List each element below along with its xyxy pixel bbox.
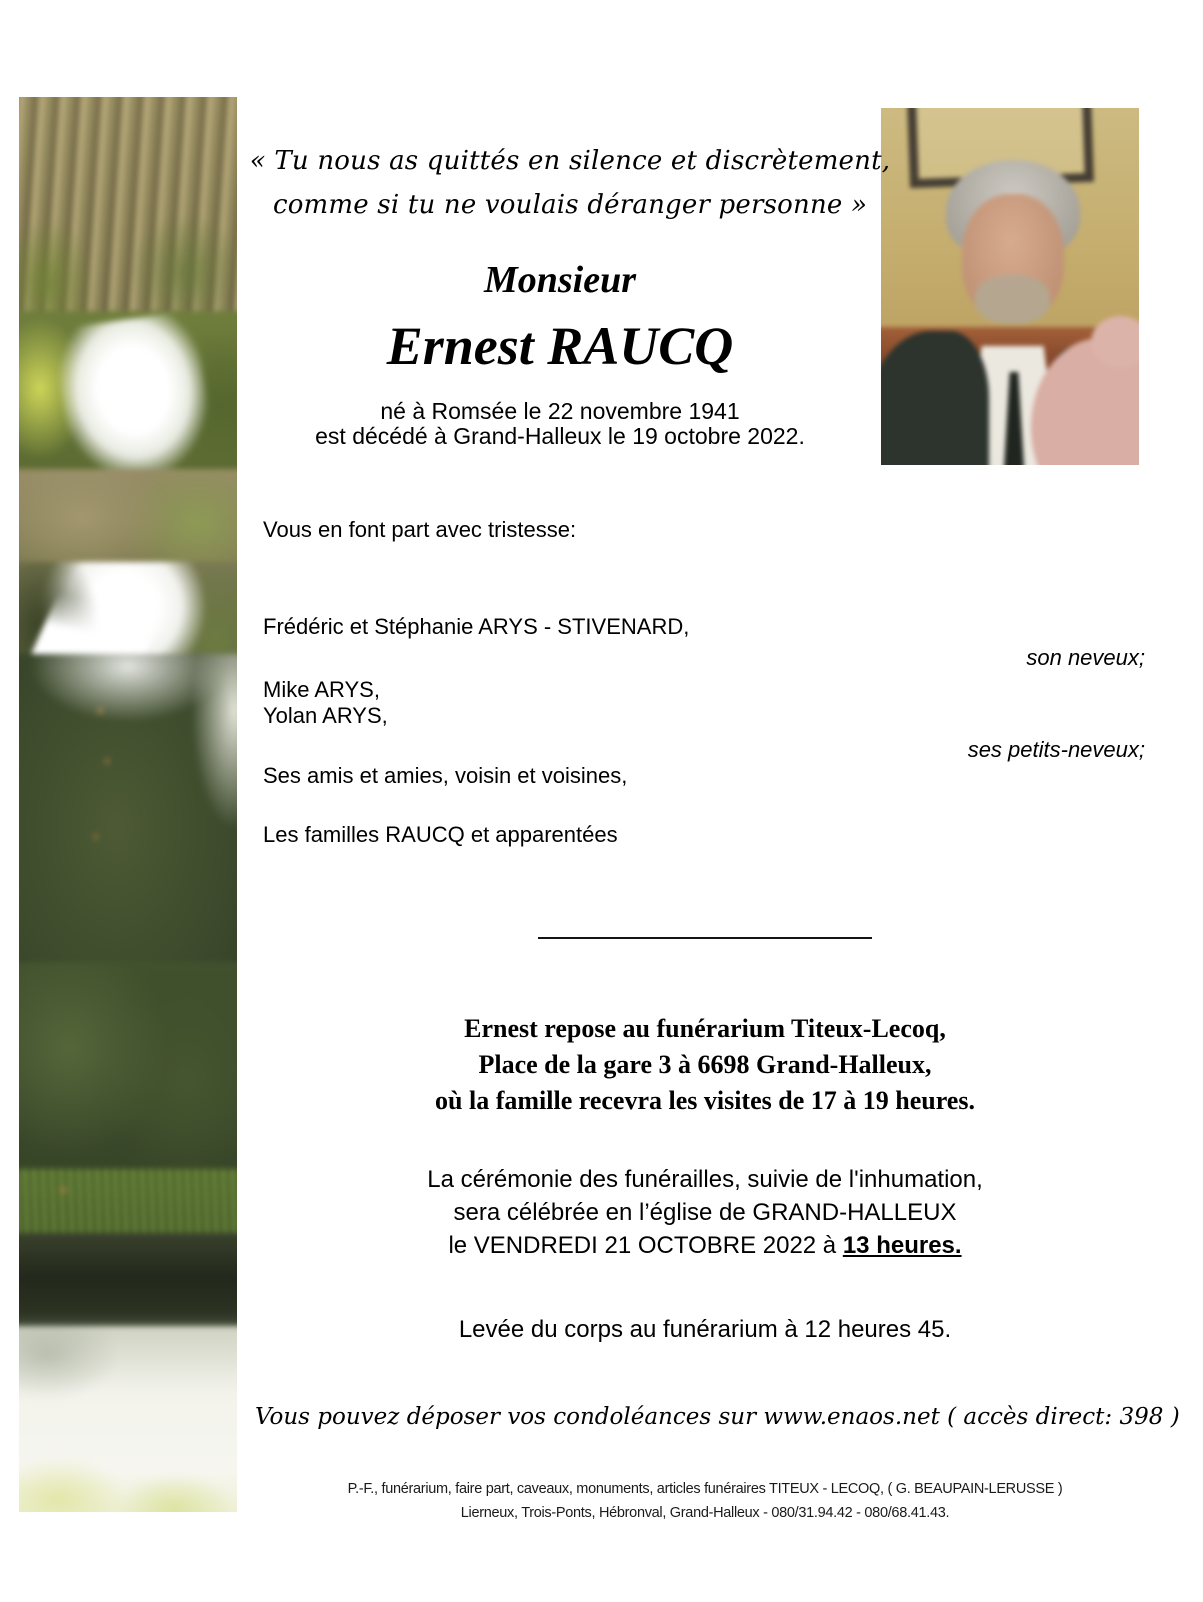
family-nephew-relation: son neveux; bbox=[1026, 645, 1145, 670]
family-grand-nephew-2: Yolan ARYS, bbox=[263, 703, 388, 728]
portrait-photo-art bbox=[881, 108, 1139, 465]
announcement-intro: Vous en font part avec tristesse: bbox=[263, 517, 577, 542]
ceremony-line-2: sera célébrée en l’église de GRAND-HALLEUX bbox=[453, 1199, 957, 1226]
lower-boulder bbox=[19, 962, 237, 1176]
forest-floor-area bbox=[19, 97, 237, 333]
upper-cascade bbox=[53, 309, 217, 485]
beard bbox=[975, 275, 1050, 323]
birth-line: né à Romsée le 22 novembre 1941 bbox=[380, 398, 740, 424]
section-divider bbox=[538, 937, 872, 939]
title-monsieur: Monsieur bbox=[483, 259, 637, 301]
ceremony-time-emphasis: 13 heures. bbox=[842, 1232, 962, 1259]
condolences-line: Vous pouvez déposer vos condoléances sur www.enaos.net ( accès direct: 398 ) bbox=[255, 1404, 1180, 1430]
quote-line-2: comme si tu ne voulais déranger personne » bbox=[272, 190, 868, 220]
deceased-name: Ernest RAUCQ bbox=[386, 316, 734, 376]
family-friends-line: Ses amis et amies, voisin et voisines, bbox=[263, 763, 628, 788]
moss-grass-band bbox=[19, 1169, 237, 1240]
funeral-home-line-1: Ernest repose au funérarium Titeux-Lecoq, bbox=[464, 1014, 946, 1043]
dark-mossy-boulder bbox=[19, 654, 237, 968]
waterfall-photo bbox=[19, 97, 237, 1512]
footer-line-2: Lierneux, Trois-Ponts, Hébronval, Grand-Halleux - 080/31.94.42 - 080/68.41.43. bbox=[460, 1505, 950, 1521]
dark-water-band bbox=[19, 1233, 237, 1333]
footer-line-1: P.-F., funérarium, faire part, caveaux, monuments, articles funéraires TITEUX - LECOQ, ( G. BEAUPAIN-LERUSSE ) bbox=[347, 1481, 1063, 1497]
quote-line-1: « Tu nous as quittés en silence et discrètement, bbox=[249, 146, 891, 176]
ceremony-date-text: le VENDREDI 21 OCTOBRE 2022 à bbox=[448, 1232, 843, 1259]
bright-foam-area bbox=[19, 1326, 237, 1512]
ceremony-line-1: La cérémonie des funérailles, suivie de l'inhumation, bbox=[427, 1166, 983, 1193]
waterfall-photo-art bbox=[19, 97, 237, 1512]
death-line: est décédé à Grand-Halleux le 19 octobre 2022. bbox=[315, 423, 805, 449]
portrait-photo bbox=[881, 108, 1139, 465]
ceremony-line-3 bbox=[255, 1232, 1155, 1260]
family-nephew-couple: Frédéric et Stéphanie ARYS - STIVENARD, bbox=[263, 614, 690, 639]
family-families-line: Les familles RAUCQ et apparentées bbox=[263, 822, 618, 847]
suit-left-shoulder bbox=[881, 331, 989, 465]
levee-line: Levée du corps au funérarium à 12 heures 45. bbox=[458, 1316, 952, 1343]
mid-boulder bbox=[19, 469, 237, 576]
funeral-home-line-3: où la famille recevra les visites de 17 à 19 heures. bbox=[435, 1086, 975, 1115]
funeral-home-line-2: Place de la gare 3 à 6698 Grand-Halleux, bbox=[478, 1050, 932, 1079]
family-grand-nephews-relation: ses petits-neveux; bbox=[967, 737, 1145, 762]
family-grand-nephew-1: Mike ARYS, bbox=[263, 677, 380, 702]
